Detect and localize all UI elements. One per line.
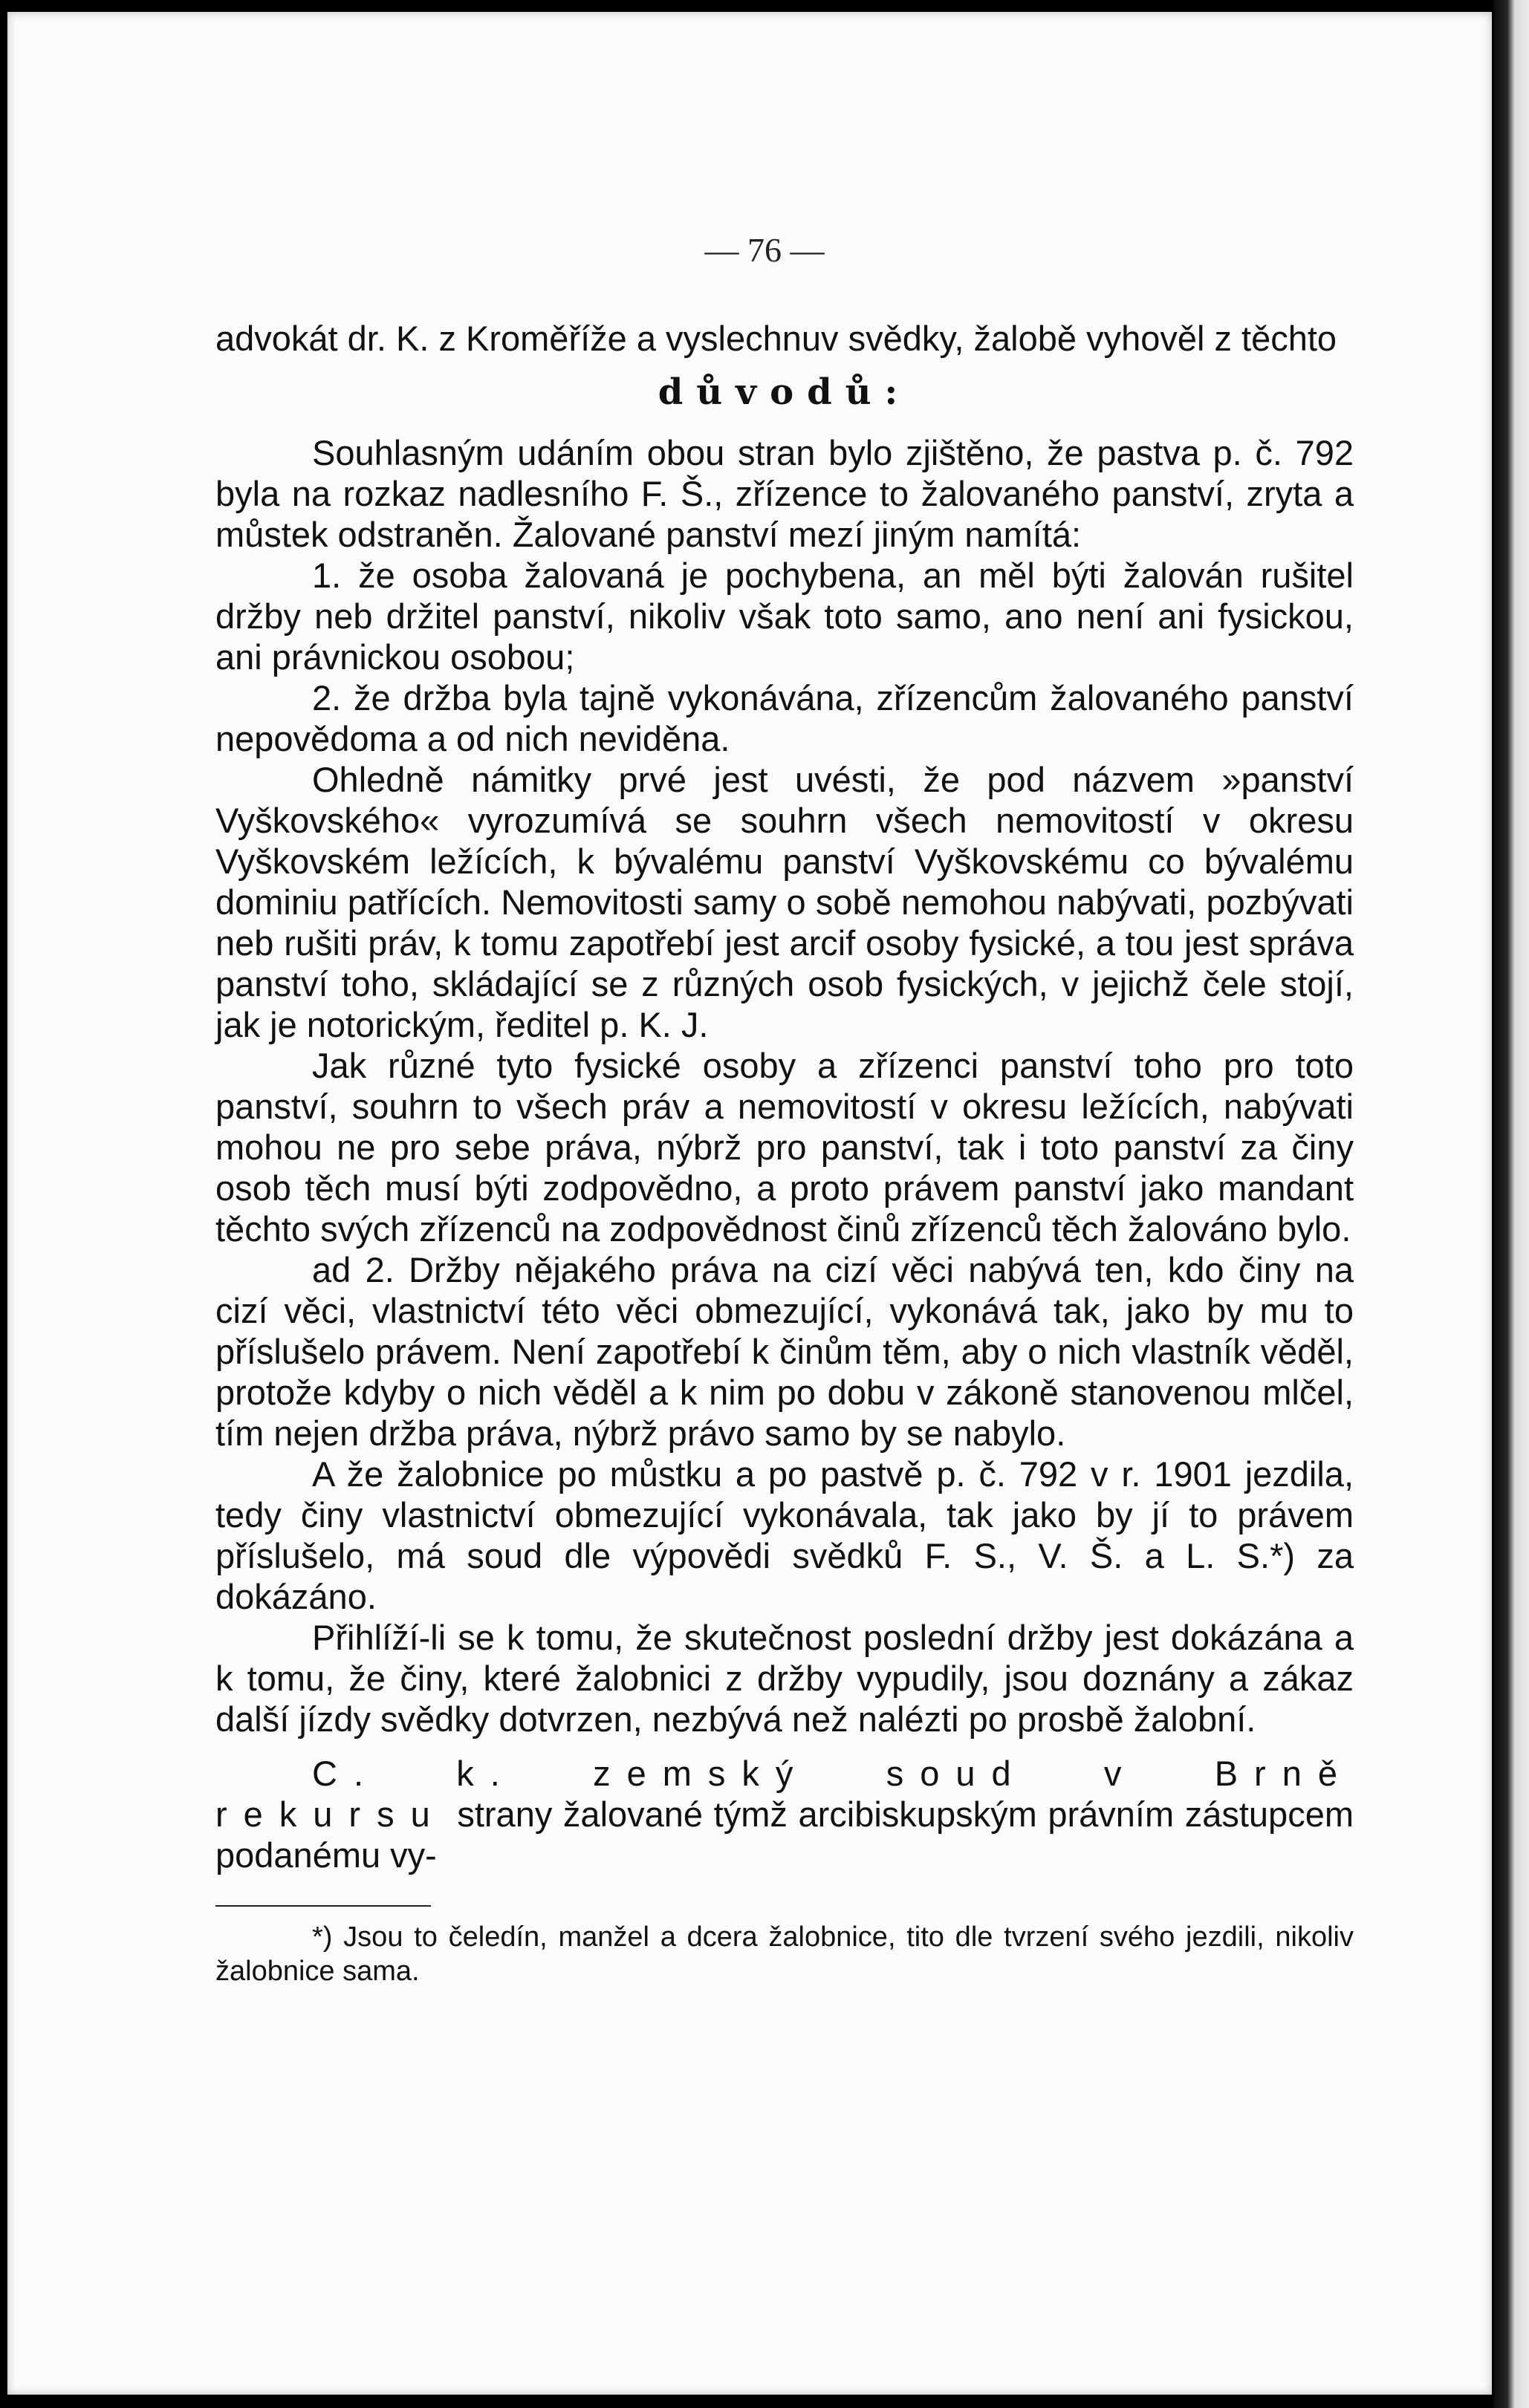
- paragraph-9-rest: strany žalované týmž arcibiskupským právním zástupcem podanému vy-: [215, 1794, 1354, 1875]
- paragraph-9: [215, 1753, 1354, 1875]
- paragraph-4: Ohledně námitky prvé jest uvésti, že pod názvem »panství Vyškovského« vyrozumívá se souhrn všech nemovitostí v okresu Vyškovském ležících, k bývalému panství Vyškovskému co bývalému dominiu patřících. Nemovitosti samy o sobě nemohou nabývati, pozbývati neb rušiti práv, k tomu zapotřebí jest arcif osoby fysické, a tou jest správa panství toho, skládající se z různých osob fysických, v jejichž čele stojí, jak je notorickým, ředitel p. K. J.: [215, 760, 1354, 1044]
- paragraph-5: Jak různé tyto fysické osoby a zřízenci panství toho pro toto panství, souhrn to všech práv a nemovitostí v okresu ležících, nabývati mohou ne pro sebe práva, nýbrž pro panství, tak i toto panství za činy osob těch musí býti zodpovědno, a proto právem panství jako mandant těchto svých zřízenců na zodpovědnost činů zřízenců těch žalováno bylo.: [215, 1046, 1354, 1249]
- opening-paragraph: advokát dr. K. z Kroměříže a vyslechnuv svědky, žalobě vyhověl z těchto: [215, 319, 1337, 358]
- section-heading: důvodů:: [658, 371, 912, 413]
- body-text: [215, 318, 1354, 1988]
- footnote-rule: [215, 1905, 431, 1907]
- footnote: *) Jsou to čeledín, manžel a dcera žalobnice, tito dle tvrzení svého jezdili, nikoliv žalobnice sama.: [215, 1921, 1354, 1987]
- court-name-spaced: C. k. zemský soud v Brně rekursu: [215, 1754, 1354, 1834]
- book-edge: [1493, 0, 1529, 2408]
- paragraph-2: 1. že osoba žalovaná je pochybena, an měl býti žalován rušitel držby neb držitel panství, nikoliv však toto samo, ano není ani fysickou, ani právnickou osobou;: [215, 556, 1354, 677]
- paragraph-3: 2. že držba byla tajně vykonávána, zřízencům žalovaného panství nepovědoma a od nich neviděna.: [215, 678, 1354, 758]
- paragraph-8: Přihlíží-li se k tomu, že skutečnost poslední držby jest dokázána a k tomu, že činy, které žalobnici z držby vypudily, jsou doznány a zákaz další jízdy svědky dotvrzen, nezbývá než nalézti po prosbě žalobní.: [215, 1618, 1354, 1739]
- page-number: — 76 —: [704, 231, 825, 269]
- paragraph-1: Souhlasným udáním obou stran bylo zjištěno, že pastva p. č. 792 byla na rozkaz nadlesního F. Š., zřízence to žalovaného panství, zryta a můstek odstraněn. Žalované panství mezí jiným namítá:: [215, 433, 1354, 554]
- paragraph-7: A že žalobnice po můstku a po pastvě p. č. 792 v r. 1901 jezdila, tedy činy vlastnictví obmezující vykonávala, tak jako by jí to právem příslušelo, má soud dle výpovědi svědků F. S., V. Š. a L. S.*) za dokázáno.: [215, 1454, 1354, 1616]
- paragraph-6: ad 2. Držby nějakého práva na cizí věci nabývá ten, kdo činy na cizí věci, vlastnictví této věci obmezující, vykonává tak, jako by mu to příslušelo právem. Není zapotřebí k činům těm, aby o nich vlastník věděl, protože kdyby o nich věděl a k nim po dobu v zákoně stanovenou mlčel, tím nejen držba práva, nýbrž právo samo by se nabylo.: [215, 1250, 1354, 1453]
